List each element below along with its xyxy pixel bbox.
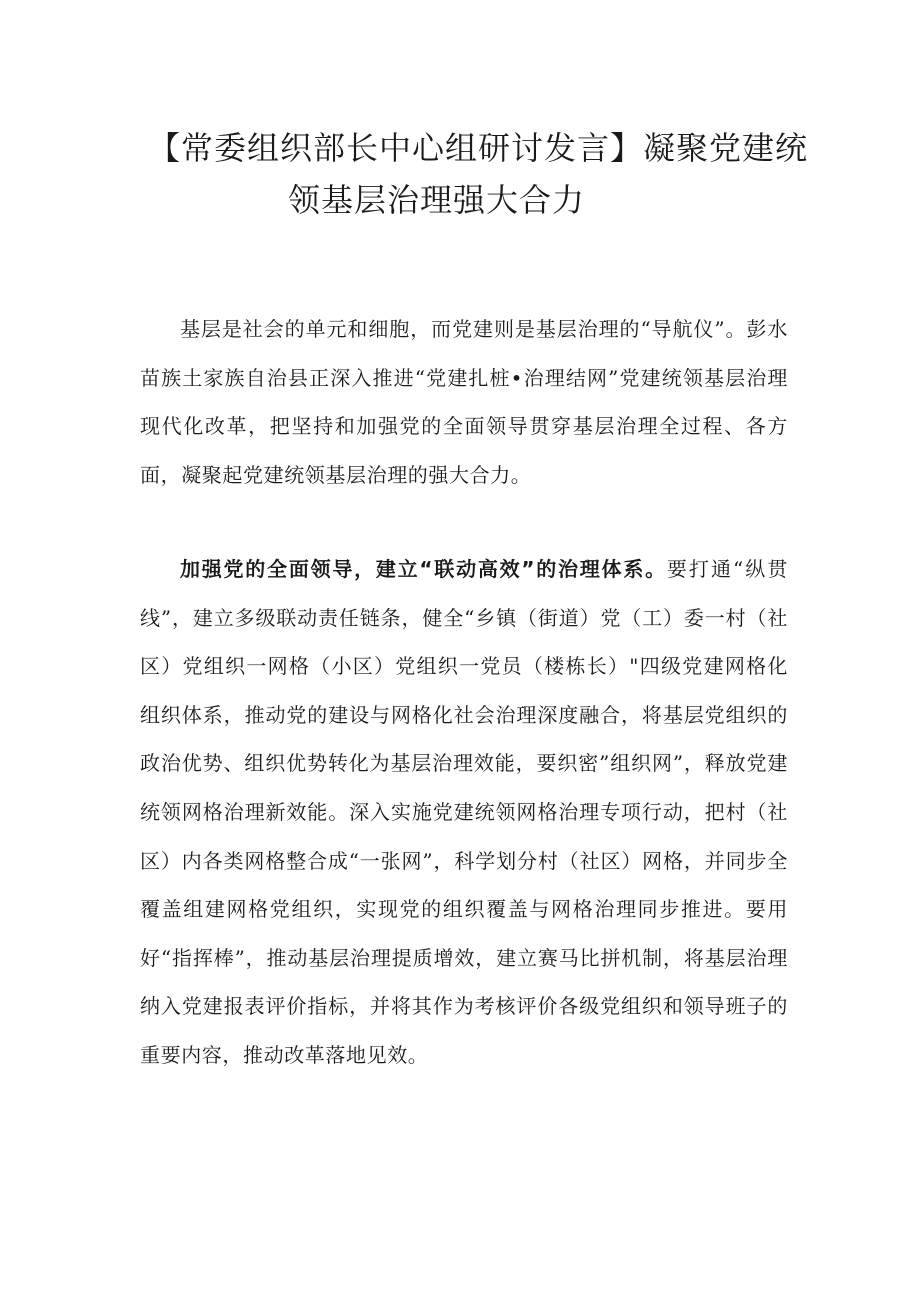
paragraph-leadership-text: 要打通“纵贯线”，建立多级联动责任链条，健全“乡镇（街道）党（工）委一村（社区）党组织一网格（小区）党组织一党员（楼栋长）"四级党建网格化组织体系，推动党的建设与网格化社会治理深度融合，将基层党组织的政治优势、组织优势转化为基层治理效能，要织密”组织网”，释放党建统领网格治理新效能。深入实施党建统领网格治理专项行动，把村（社区）内各类网格整合成“一张网”，科学划分村（社区）网格，并同步全覆盖组建网格党组织，实现党的组织覆盖与网格治理同步推进。要用好“指挥棒”，推动基层治理提质增效，建立赛马比拼机制，将基层治理纳入党建报表评价指标，并将其作为考核评价各级党组织和领导班子的重要内容，推动改革落地见效。 (140, 557, 788, 1067)
paragraph-leadership (140, 545, 788, 1080)
title-line-1: 【常委组织部长中心组研讨发言】凝聚党建统 (148, 129, 809, 167)
paragraph-intro-text: 基层是社会的单元和细胞，而党建则是基层治理的“导航仪”。彭水苗族土家族自治县正深入推进“党建扎桩•治理结网”党建统领基层治理现代化改革，把坚持和加强党的全面领导贯穿基层治理全过程、各方面，凝聚起党建统领基层治理的强大合力。 (140, 317, 788, 487)
paragraph-leadership-heading: 加强党的全面领导，建立“联动高效”的治理体系。 (180, 557, 667, 581)
document-title (140, 122, 809, 226)
title-line-2: 领基层治理强大合力 (288, 181, 586, 219)
paragraph-intro (140, 305, 788, 499)
